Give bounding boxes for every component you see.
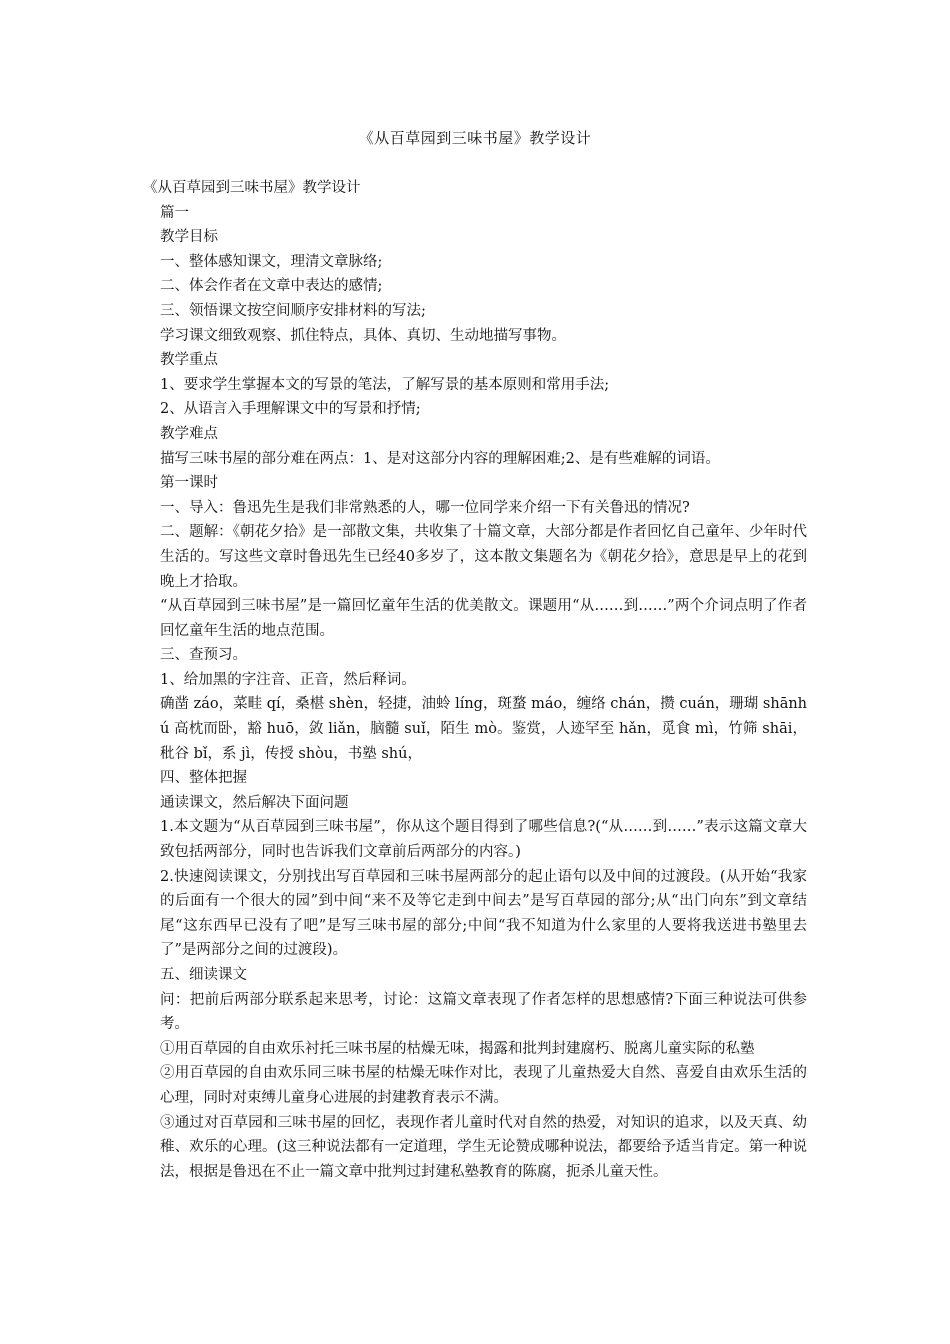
section-heading: 教学目标 [160,229,218,246]
paragraph: “从百草园到三味书屋”是一篇回忆童年生活的优美散文。课题用“从……到……”两个介词点明了作者回忆童年生活的地点范围。 [160,598,807,639]
paragraph: 二、体会作者在文章中表达的感情; [160,278,383,295]
document-title: 《从百草园到三味书屋》教学设计 [358,129,592,147]
paragraph: 三、领悟课文按空间顺序安排材料的写法; [160,302,426,319]
paragraph: 1.本文题为“从百草园到三味书屋”，你从这个题目得到了哪些信息?(“从……到……”表示这篇文章大致包括两部分，同时也告诉我们文章前后两部分的内容。) [160,819,807,861]
paragraph: 学习课文细致观察、抓住特点，具体、真切、生动地描写事物。 [160,327,566,344]
section-heading: 教学难点 [160,425,218,442]
paragraph: 三、查预习。 [160,647,247,664]
section-heading: 教学重点 [160,352,218,369]
paragraph: 一、整体感知课文，理清文章脉络; [160,253,383,270]
section-heading: 四、整体把握 [160,770,247,787]
paragraph: 确凿 záo，菜畦 qí，桑椹 shèn，轻捷，油蛉 líng，斑蝥 máo，缠络 chán，攒 cuán，珊瑚 shānhú 高枕而卧，豁 huō，敛 liǎn，脑髓 suǐ，陌生 mò。鉴赏，人迹罕至 hǎn，觅食 mì，竹筛 shāi，秕谷 bǐ，系 jì，传授 shòu，书塾 shú， [160,696,808,762]
section-heading: 五、细读课文 [160,967,247,983]
paragraph: 2、从语言入手理解课文中的写景和抒情; [160,401,421,418]
section-heading: 第一课时 [160,475,218,492]
paragraph: 问：把前后两部分联系起来思考，讨论：这篇文章表现了作者怎样的思想感情?下面三种说法可供参考。 [160,991,807,1033]
paragraph: 描写三味书屋的部分难在两点：1、是对这部分内容的理解困难;2、是有些难解的词语。 [160,450,720,467]
section-label: 篇一 [160,204,189,221]
paragraph: 通读课文，然后解决下面问题 [160,794,349,811]
paragraph: 二、题解：《朝花夕拾》是一部散文集，共收集了十篇文章，大部分都是作者回忆自己童年、少年时代生活的。写这些文章时鲁迅先生已经40多岁了，这本散文集题名为《朝花夕拾》，意思是早上的花到晚上才拾取。 [160,524,807,590]
paragraph: 一、导入：鲁迅先生是我们非常熟悉的人，哪一位同学来介绍一下有关鲁迅的情况? [160,499,690,516]
body-heading: 《从百草园到三味书屋》教学设计 [143,180,361,196]
paragraph: ①用百草园的自由欢乐衬托三味书屋的枯燥无味，揭露和批判封建腐朽、脱离儿童实际的私塾 [160,1040,755,1057]
paragraph: 1、要求学生掌握本文的写景的笔法，了解写景的基本原则和常用手法; [160,376,610,393]
paragraph: ②用百草园的自由欢乐同三味书屋的枯燥无味作对比，表现了儿童热爱大自然、喜爱自由欢乐生活的心理，同时对束缚儿童身心进展的封建教育表示不满。 [160,1065,807,1106]
paragraph: ③通过对百草园和三味书屋的回忆，表现作者儿童时代对自然的热爱，对知识的追求，以及天真、幼稚、欢乐的心理。(这三种说法都有一定道理，学生无论赞成哪种说法，都要给予适当肯定。第一种说法，根据是鲁迅在不止一篇文章中批判过封建私塾教育的陈腐，扼杀儿童天性。 [160,1114,807,1180]
paragraph: 2.快速阅读课文，分别找出写百草园和三味书屋两部分的起止语句以及中间的过渡段。(从开始“我家的后面有一个很大的园”到中间“来不及等它走到中间去”是写百草园的部分;从“出门向东”到文章结尾“这东西早已没有了吧”是写三味书屋的部分;中间“我不知道为什么家里的人要将我送进书塾里去了”是两部分之间的过渡段)。 [160,868,807,959]
paragraph: 1、给加黑的字注音、正音，然后释词。 [160,671,416,688]
document-body [143,176,807,1184]
